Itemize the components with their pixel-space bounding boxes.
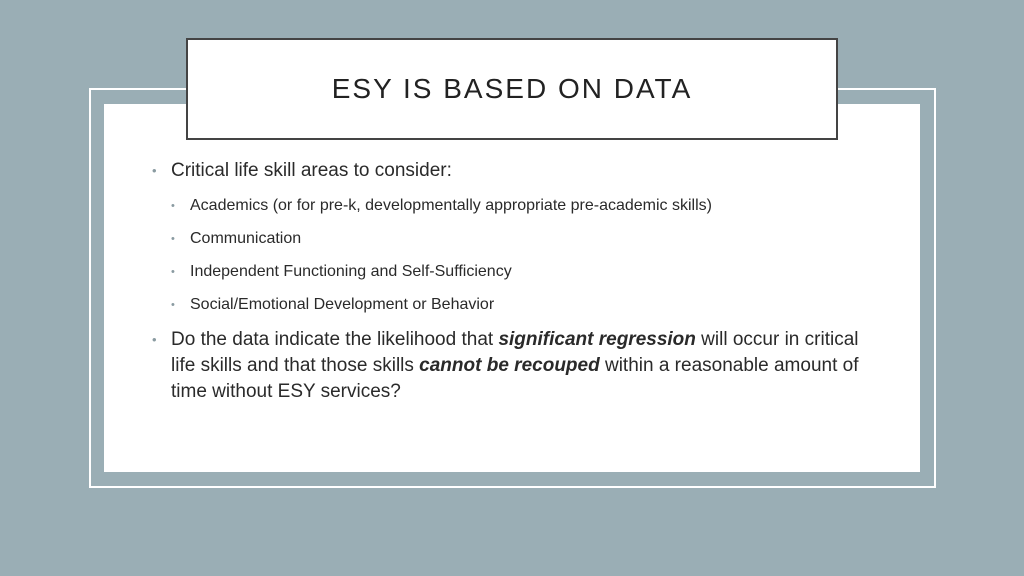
bullet-list <box>150 158 870 405</box>
bullet-text: Critical life skill areas to consider: <box>171 160 452 181</box>
bullet-regression-question <box>150 327 870 405</box>
emphasis-significant-regression: significant regression <box>498 329 696 350</box>
question-part2: will occur in critical life skills and that those skills <box>171 329 859 376</box>
sub-item-independent-functioning <box>150 261 870 283</box>
sub-item-communication <box>150 228 870 250</box>
slide-title: ESY IS BASED ON DATA <box>331 73 693 104</box>
bullet-dot-icon: • <box>171 266 175 278</box>
sub-item-academics <box>150 195 870 217</box>
bullet-dot-icon: • <box>171 233 175 245</box>
bullet-critical-areas <box>150 158 870 184</box>
bullet-dot-icon: • <box>152 332 157 347</box>
sub-item-text: Academics (or for pre-k, developmentally appropriate pre-academic skills) <box>190 197 712 214</box>
sub-item-text: Social/Emotional Development or Behavior <box>190 296 495 313</box>
bullet-dot-icon: • <box>171 200 175 212</box>
bullet-dot-icon: • <box>171 299 175 311</box>
sub-item-social-emotional <box>150 294 870 316</box>
question-part3: within a reasonable amount of time without ESY services? <box>171 355 859 402</box>
sub-item-text: Communication <box>190 230 302 247</box>
title-box <box>186 38 838 140</box>
sub-item-text: Independent Functioning and Self-Sufficiency <box>190 263 512 280</box>
emphasis-cannot-be-recouped: cannot be recouped <box>419 355 600 376</box>
bullet-dot-icon: • <box>152 163 157 178</box>
question-part1: Do the data indicate the likelihood that <box>171 329 499 350</box>
